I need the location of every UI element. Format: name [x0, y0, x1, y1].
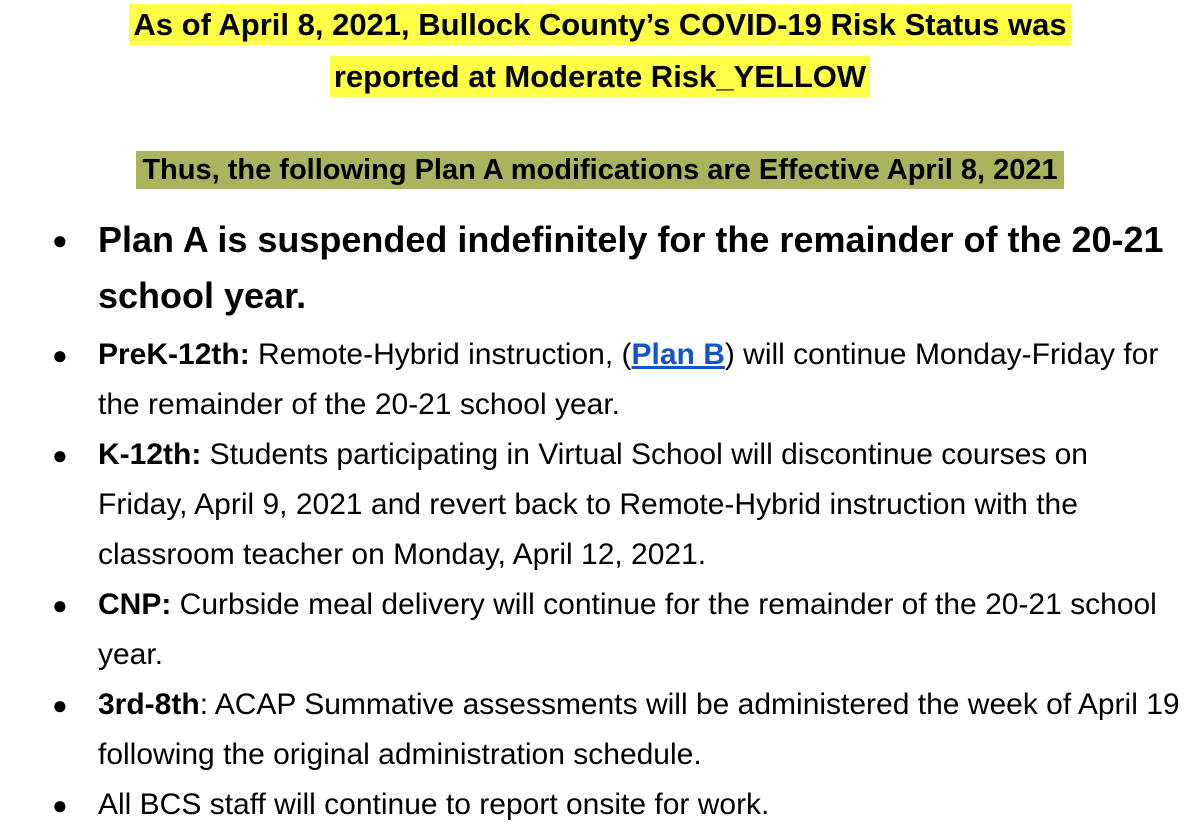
yellow-highlight: As of April 8, 2021, Bullock County’s COVID-19 Risk Status was [129, 4, 1070, 45]
list-item-staff-onsite [0, 780, 1200, 830]
bullet-icon: ● [52, 690, 68, 720]
bullet-icon: ● [52, 790, 68, 820]
list-item-lead: PreK-12th: [98, 338, 250, 371]
list-item-3rd-8th [0, 680, 1200, 780]
list-item-text: Curbside meal delivery will continue for the remainder of the 20-21 school year. [98, 588, 1157, 671]
list-item-plan-a-suspended [0, 212, 1200, 324]
plan-b-link[interactable]: Plan B [631, 338, 725, 371]
list-item-text: Remote-Hybrid instruction, ( [249, 338, 632, 371]
list-item-text: ) will continue Monday-Friday for the remainder of the 20-21 school year. [98, 338, 1159, 421]
bullet-icon: ● [52, 590, 68, 620]
list-item-lead: CNP: [98, 588, 172, 621]
list-item-lead: 3rd-8th [98, 688, 200, 721]
risk-status-headline-line-2 [0, 56, 1200, 98]
list-item-prek-12th [0, 330, 1200, 430]
bullet-icon: ● [52, 440, 68, 470]
modifications-list [0, 212, 1200, 830]
list-item-text: Plan A is suspended indefinitely for the remainder of the 20-21 school year. [98, 219, 1164, 316]
yellow-highlight: reported at Moderate Risk_YELLOW [330, 56, 870, 97]
list-item-text: Students participating in Virtual School will discontinue courses on Friday, April 9, 2021 and revert back to Remote-Hybrid instruction with the classroom teacher on Monday, April 12, 2021. [98, 438, 1088, 571]
effective-date-banner [0, 150, 1200, 190]
bullet-icon: ● [52, 340, 68, 370]
list-item-k-12th [0, 430, 1200, 580]
bullet-icon: ● [52, 225, 68, 255]
risk-status-headline-line-1 [0, 4, 1200, 46]
list-item-lead: K-12th: [98, 438, 202, 471]
olive-highlight: Thus, the following Plan A modifications are Effective April 8, 2021 [136, 151, 1063, 189]
list-item-text: : ACAP Summative assessments will be administered the week of April 19 following the original administration schedule. [98, 688, 1180, 771]
list-item-cnp [0, 580, 1200, 680]
list-item-text: All BCS staff will continue to report onsite for work. [98, 788, 770, 821]
